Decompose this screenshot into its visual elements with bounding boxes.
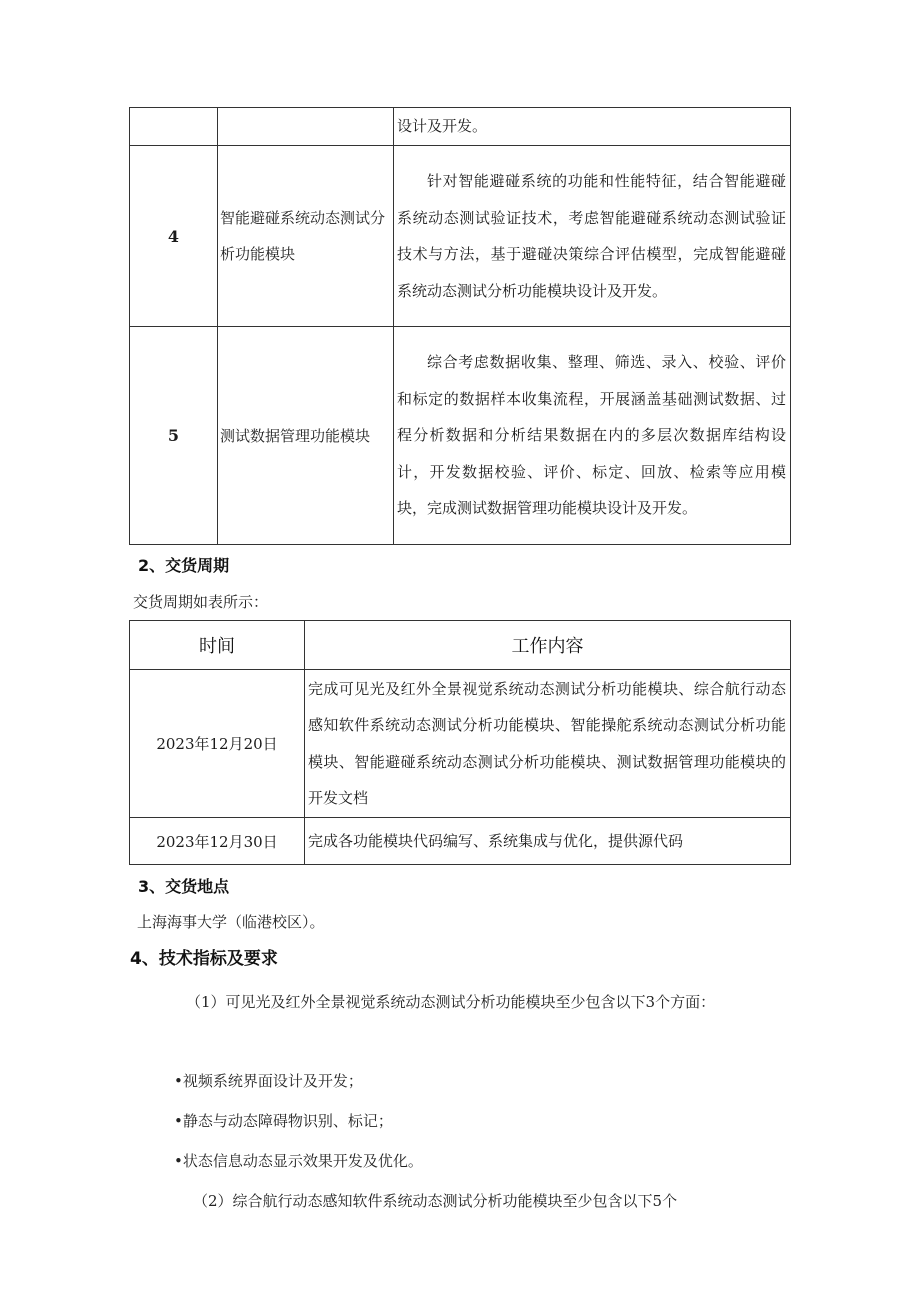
module-name: 智能避碰系统动态测试分析功能模块 — [218, 146, 394, 327]
section-intro: 交货周期如表所示： — [133, 593, 269, 611]
module-description: 综合考虑数据收集、整理、筛选、录入、校验、评价和标定的数据样本收集流程，开展涵盖基础测试数据、过程分析数据和分析结果数据在内的多层次数据库结构设计，开发数据校验、评价、标定、回放、检索等应用模块，完成测试数据管理功能模块设计及开发。 — [394, 327, 791, 545]
table-row — [130, 327, 791, 545]
table-header-row — [130, 621, 791, 670]
bullet-item: •静态与动态障碍物识别、标记； — [174, 1112, 393, 1130]
requirement-item: （2）综合航行动态感知软件系统动态测试分析功能模块至少包含以下5个 — [193, 1192, 678, 1210]
module-table — [129, 107, 791, 545]
table-row — [130, 670, 791, 818]
row-number: 4 — [130, 146, 218, 327]
column-header-work: 工作内容 — [305, 621, 791, 670]
bullet-item: •视频系统界面设计及开发； — [174, 1072, 363, 1090]
work-content: 完成各功能模块代码编写、系统集成与优化，提供源代码 — [305, 818, 791, 865]
requirement-text: （1）可见光及红外全景视觉系统动态测试分析功能模块至少包含以下3个方面： — [186, 993, 716, 1011]
module-description: 设计及开发。 — [394, 108, 791, 146]
table-row — [130, 108, 791, 146]
module-name: 测试数据管理功能模块 — [218, 327, 394, 545]
section-heading: 3、交货地点 — [138, 877, 230, 896]
section-text: 上海海事大学（临港校区）。 — [137, 913, 325, 931]
work-content: 完成可见光及红外全景视觉系统动态测试分析功能模块、综合航行动态感知软件系统动态测试分析功能模块、智能操舵系统动态测试分析功能模块、智能避碰系统动态测试分析功能模块、测试数据管理功能模块的开发文档 — [305, 670, 791, 818]
module-description: 针对智能避碰系统的功能和性能特征，结合智能避碰系统动态测试验证技术，考虑智能避碰系统动态测试验证技术与方法，基于避碰决策综合评估模型，完成智能避碰系统动态测试分析功能模块设计及开发。 — [394, 146, 791, 327]
table-row — [130, 818, 791, 865]
bullet-item: •状态信息动态显示效果开发及优化。 — [174, 1152, 423, 1170]
table-row — [130, 146, 791, 327]
row-number — [130, 108, 218, 146]
requirement-item — [133, 980, 788, 1024]
row-number: 5 — [130, 327, 218, 545]
module-name — [218, 108, 394, 146]
delivery-date: 2023年12月30日 — [130, 818, 305, 865]
section-heading: 2、交货周期 — [138, 556, 230, 575]
delivery-date: 2023年12月20日 — [130, 670, 305, 818]
delivery-table — [129, 620, 791, 865]
column-header-time: 时间 — [130, 621, 305, 670]
section-heading: 4、技术指标及要求 — [130, 949, 278, 969]
